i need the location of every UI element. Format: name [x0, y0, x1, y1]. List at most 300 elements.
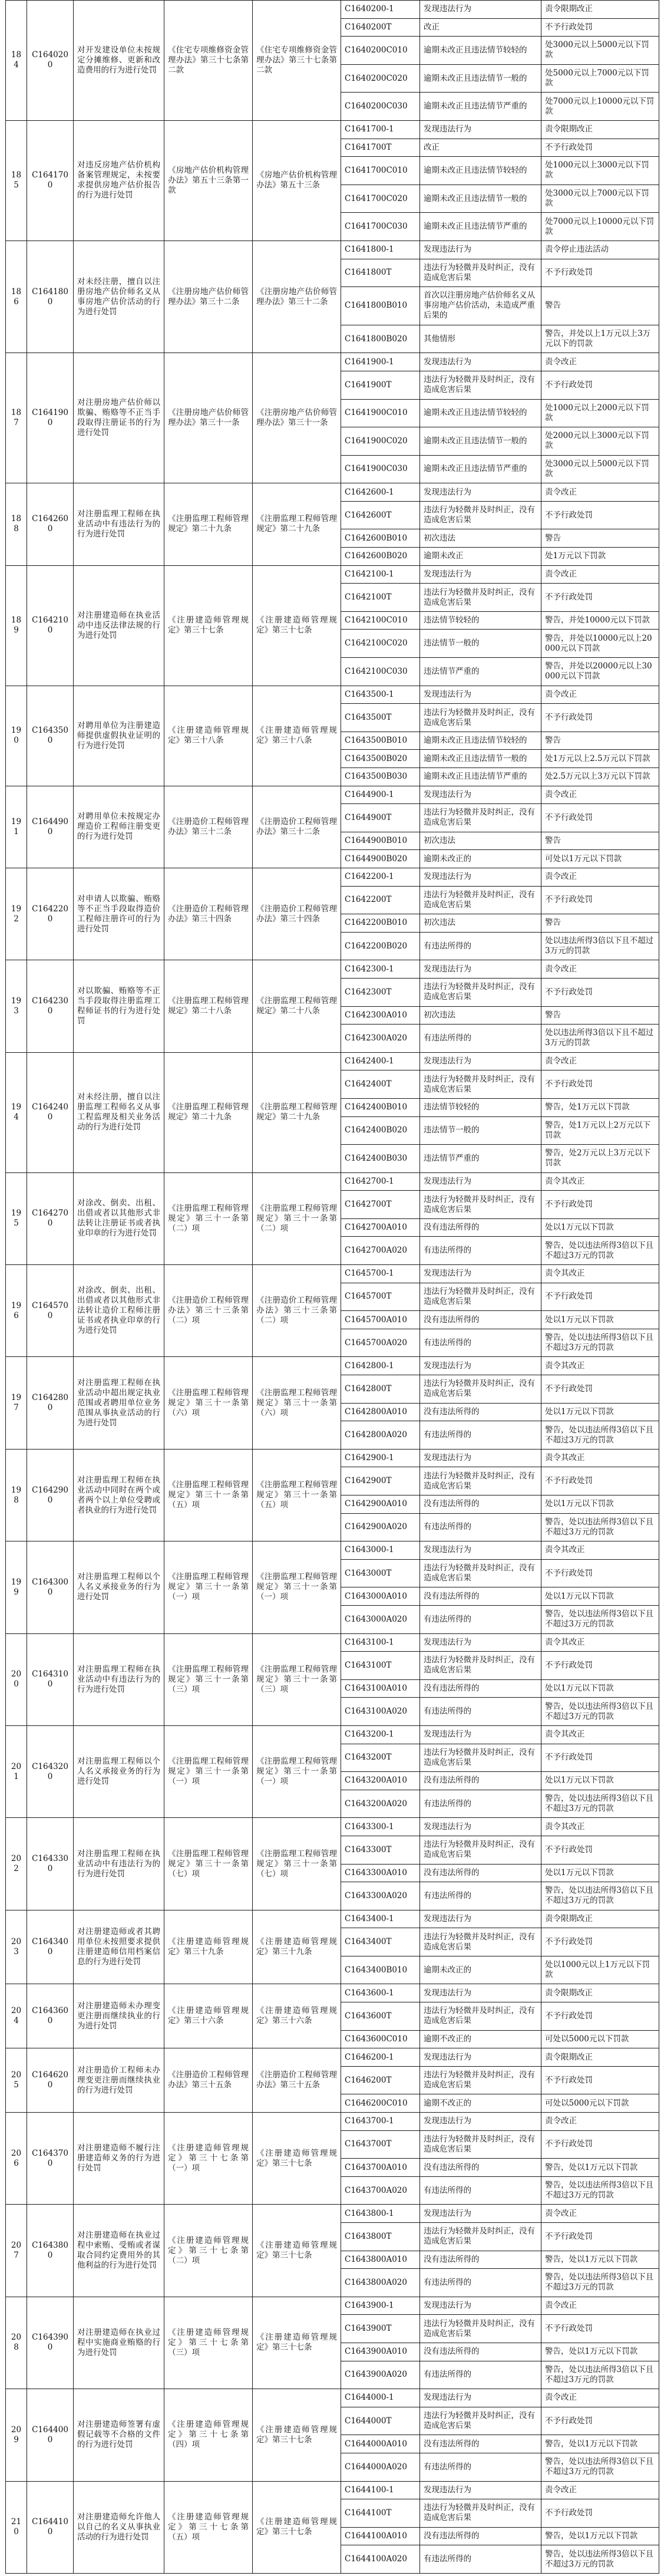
penalty-basis: 《注册监理工程师管理规定》第二十九条	[253, 483, 341, 565]
sub-code: C1641900C030	[341, 455, 420, 483]
penalty-standard: 不予行政处罚	[541, 139, 659, 157]
penalty-basis: 《注册建造师管理规定》第三十七条	[253, 2205, 341, 2297]
violation-circumstance: 违法行为轻微并及时纠正，没有造成危害后果	[420, 1191, 541, 1219]
sub-code: C1643100-1	[341, 1633, 420, 1652]
violation-circumstance: 其他情形	[420, 325, 541, 353]
violation-circumstance: 有违法所得的	[420, 1329, 541, 1357]
item-number: 200	[6, 1633, 27, 1725]
violation-circumstance: 违法行为轻微并及时纠正，没有造成危害后果	[420, 1467, 541, 1495]
penalty-standard: 责令改正	[541, 686, 659, 704]
item-name: 对注册监理工程师在执业活动中有违法行为的行为进行处罚	[74, 1633, 164, 1725]
penalty-standard: 责令其改正	[541, 1818, 659, 1836]
violation-circumstance: 没有违法所得的	[420, 1679, 541, 1698]
violation-circumstance: 发现违法行为	[420, 2205, 541, 2223]
sub-code: C1644100A020	[341, 2545, 420, 2574]
violation-circumstance: 没有违法所得的	[420, 1587, 541, 1606]
item-number: 186	[6, 241, 27, 353]
penalty-standard: 可处以5000元以下罚款	[541, 2030, 659, 2048]
document-page	[5, 0, 659, 2574]
sub-code: C1643500B020	[341, 750, 420, 768]
penalty-standard: 责令改正	[541, 960, 659, 979]
violation-circumstance: 没有违法所得的	[420, 1772, 541, 1790]
penalty-standard: 处1000元以上2000元以下罚款	[541, 399, 659, 427]
violation-circumstance: 逾期未改正且违法情节严重的	[420, 455, 541, 483]
violation-circumstance: 没有违法所得的	[420, 1864, 541, 1882]
sub-code: C1643000-1	[341, 1541, 420, 1560]
item-code: C1643800	[27, 2205, 74, 2297]
sub-code: C1640200C010	[341, 37, 420, 65]
sub-code: C1641800-1	[341, 241, 420, 259]
violation-circumstance: 违法行为轻微并及时纠正，没有造成危害后果	[420, 1836, 541, 1864]
item-name: 对聘用单位未按规定办理造价工程师注册变更的行为进行处罚	[74, 786, 164, 868]
violation-circumstance: 发现违法行为	[420, 1541, 541, 1560]
penalty-standard: 责令改正	[541, 2113, 659, 2131]
item-code: C1643100	[27, 1633, 74, 1725]
violation-circumstance: 有违法所得的	[420, 2176, 541, 2205]
table-row	[6, 2113, 659, 2131]
sub-code: C1645700A010	[341, 1311, 420, 1329]
violation-circumstance: 有违法所得的	[420, 1605, 541, 1633]
sub-code: C1642900-1	[341, 1449, 420, 1467]
sub-code: C1641700T	[341, 139, 420, 157]
penalty-standard: 责令改正	[541, 868, 659, 886]
penalty-standard: 不予行政处罚	[541, 1191, 659, 1219]
penalty-standard: 处1000元以上3000元以下罚款	[541, 157, 659, 185]
penalty-standard: 警告，处1万元以上2万元以下罚款	[541, 1116, 659, 1145]
violation-circumstance: 有违法所得的	[420, 2269, 541, 2297]
penalty-basis: 《注册监理工程师管理规定》第三十一条第（六）项	[253, 1357, 341, 1449]
violation-circumstance: 首次以注册房地产估价师名义从事房地产估价活动，未造成严重后果的	[420, 287, 541, 325]
table-row	[6, 960, 659, 979]
violation-circumstance: 发现违法行为	[420, 565, 541, 584]
penalty-standard: 可处以5000元以下罚款	[541, 2094, 659, 2113]
item-number: 189	[6, 565, 27, 686]
violation-circumstance: 没有违法所得的	[420, 1495, 541, 1514]
item-name: 对注册建造师或者其聘用单位未按照要求提供注册建造师信用档案信息的行为进行处罚	[74, 1910, 164, 1984]
penalty-standard: 警告，处以1万元以下罚款	[541, 2159, 659, 2177]
sub-code: C1643000A010	[341, 1587, 420, 1606]
item-code: C1642100	[27, 565, 74, 686]
penalty-standard: 处1万元以下罚款	[541, 548, 659, 566]
item-code: C1641700	[27, 120, 74, 241]
penalty-standard: 责令改正	[541, 2481, 659, 2499]
penalty-standard: 警告	[541, 1006, 659, 1025]
item-name: 对注册房地产估价师以欺骗、贿赂等不正当手段取得注册证书的行为进行处罚	[74, 353, 164, 483]
table-row	[6, 1725, 659, 1744]
violation-circumstance: 有违法所得的	[420, 2545, 541, 2574]
item-name: 对注册建造师在执业过程中实施商业贿赂的行为进行处罚	[74, 2297, 164, 2389]
legal-basis: 《注册造价工程师管理办法》第三十三条第（二）项	[164, 1265, 253, 1357]
penalty-basis: 《注册监理工程师管理规定》第二十九条	[253, 1052, 341, 1172]
violation-circumstance: 发现违法行为	[420, 2048, 541, 2067]
item-name: 对违反房地产估价机构备案管理规定，未按要求提供房地产估价报告的行为进行处罚	[74, 120, 164, 241]
sub-code: C1645700-1	[341, 1265, 420, 1283]
penalty-standard: 不予行政处罚	[541, 1652, 659, 1680]
item-name: 对注册监理工程师以个人名义承接业务的行为进行处罚	[74, 1725, 164, 1817]
sub-code: C1643900T	[341, 2315, 420, 2343]
sub-code: C1641900C010	[341, 399, 420, 427]
penalty-standard: 责令停止违法活动	[541, 241, 659, 259]
penalty-standard: 责令限期改正	[541, 2048, 659, 2067]
sub-code: C1642400B020	[341, 1116, 420, 1145]
penalty-standard: 责令限期改正	[541, 1984, 659, 2002]
penalty-basis: 《注册建造师管理规定》第三十八条	[253, 686, 341, 786]
item-code: C1643900	[27, 2297, 74, 2389]
item-name: 对注册监理工程师在执业活动中超出规定执业范围或者聘用单位业务范围从事执业活动的行为进行处罚	[74, 1357, 164, 1449]
sub-code: C1642600-1	[341, 483, 420, 502]
sub-code: C1641900T	[341, 371, 420, 399]
penalty-standard: 责令其改正	[541, 1541, 659, 1560]
penalty-standard: 责令其改正	[541, 1633, 659, 1652]
sub-code: C1643400T	[341, 1928, 420, 1956]
penalty-standard: 警告，并处以上1万元以上3万元以下的罚款	[541, 325, 659, 353]
sub-code: C1642300A020	[341, 1025, 420, 1053]
table-row	[6, 1357, 659, 1375]
violation-circumstance: 逾期未改正的	[420, 1956, 541, 1984]
sub-code: C1643700T	[341, 2130, 420, 2159]
penalty-standard: 警告，处以违法所得3倍以下且不超过3万元的罚款	[541, 1605, 659, 1633]
sub-code: C1643800A010	[341, 2251, 420, 2269]
penalty-standard: 处3000元以上5000元以下罚款	[541, 37, 659, 65]
sub-code: C1643000A020	[341, 1605, 420, 1633]
violation-circumstance: 违法行为轻微并及时纠正，没有造成危害后果	[420, 1744, 541, 1772]
item-name: 对注册建造师签署有虚假记载等不合格的文件的行为进行处罚	[74, 2389, 164, 2481]
penalty-basis: 《注册监理工程师管理规定》第二十八条	[253, 960, 341, 1052]
item-number: 188	[6, 483, 27, 565]
penalty-standard: 不予行政处罚	[541, 2315, 659, 2343]
sub-code: C1643500-1	[341, 686, 420, 704]
legal-basis: 《注册造价工程师管理办法》第三十二条	[164, 786, 253, 868]
penalty-standard: 责令其改正	[541, 1449, 659, 1467]
penalty-standard: 警告，处以违法所得3倍以下且不超过3万元的罚款	[541, 1421, 659, 1450]
sub-code: C1641800B010	[341, 287, 420, 325]
sub-code: C1642600B010	[341, 529, 420, 548]
violation-circumstance: 改正	[420, 139, 541, 157]
penalty-standard: 警告，处以违法所得3倍以下且不超过3万元的罚款	[541, 2545, 659, 2574]
penalty-basis: 《注册监理工程师管理规定》第三十一条第（一）项	[253, 1725, 341, 1817]
penalty-standard: 不予行政处罚	[541, 1744, 659, 1772]
violation-circumstance: 违法行为轻微并及时纠正，没有造成危害后果	[420, 371, 541, 399]
item-code: C1643000	[27, 1541, 74, 1633]
sub-code: C1643500B010	[341, 732, 420, 750]
sub-code: C1642700-1	[341, 1172, 420, 1191]
sub-code: C1643200A010	[341, 1772, 420, 1790]
penalty-standard: 警告，处1万元以下罚款	[541, 1098, 659, 1116]
penalty-basis: 《注册房地产估价师管理办法》第三十二条	[253, 241, 341, 353]
penalty-standard: 责令其改正	[541, 1265, 659, 1283]
violation-circumstance: 没有违法所得的	[420, 1403, 541, 1421]
item-number: 195	[6, 1172, 27, 1264]
sub-code: C1641800T	[341, 259, 420, 287]
sub-code: C1641700C030	[341, 213, 420, 241]
penalty-standard: 不予行政处罚	[541, 584, 659, 612]
sub-code: C1643500B030	[341, 768, 420, 786]
penalty-standard: 警告，处以违法所得3倍以下且不超过3万元的罚款	[541, 1790, 659, 1818]
sub-code: C1641700C010	[341, 157, 420, 185]
table-row	[6, 1541, 659, 1560]
item-number: 196	[6, 1265, 27, 1357]
violation-circumstance: 发现违法行为	[420, 1357, 541, 1375]
penalty-standard: 责令改正	[541, 565, 659, 584]
sub-code: C1643800A020	[341, 2269, 420, 2297]
sub-code: C1644000A010	[341, 2435, 420, 2453]
penalty-standard: 警告，处以1万元以下罚款	[541, 2435, 659, 2453]
penalty-standard: 处以1万元以下罚款	[541, 1403, 659, 1421]
violation-circumstance: 违法行为轻微并及时纠正，没有造成危害后果	[420, 1283, 541, 1311]
item-code: C1642700	[27, 1172, 74, 1264]
violation-circumstance: 逾期未改正且违法情节严重的	[420, 93, 541, 121]
violation-circumstance: 没有违法所得的	[420, 2527, 541, 2545]
legal-basis: 《注册监理工程师管理规定》第二十九条	[164, 483, 253, 565]
violation-circumstance: 初次违法	[420, 832, 541, 850]
violation-circumstance: 有违法所得的	[420, 1025, 541, 1053]
item-name: 对注册建造师不履行注册建造师义务的行为进行处罚	[74, 2113, 164, 2205]
violation-circumstance: 违法行为轻微并及时纠正，没有造成危害后果	[420, 501, 541, 529]
item-number: 190	[6, 686, 27, 786]
penalty-standard: 责令限期改正	[541, 1910, 659, 1928]
item-number: 208	[6, 2297, 27, 2389]
violation-circumstance: 发现违法行为	[420, 1910, 541, 1928]
violation-circumstance: 逾期未改正且违法情节严重的	[420, 768, 541, 786]
item-name: 对注册建造师未办理变更注册而继续执业的行为进行处罚	[74, 1984, 164, 2048]
table-row	[6, 868, 659, 886]
sub-code: C1644100T	[341, 2499, 420, 2528]
table-row	[6, 2297, 659, 2315]
legal-basis: 《注册房地产估价师管理办法》第三十二条	[164, 241, 253, 353]
penalty-basis: 《注册造价工程师管理办法》第三十二条	[253, 786, 341, 868]
violation-circumstance: 没有违法所得的	[420, 1311, 541, 1329]
legal-basis: 《注册造价工程师管理办法》第三十四条	[164, 868, 253, 960]
sub-code: C1644000T	[341, 2407, 420, 2435]
penalty-standard: 警告，处以违法所得3倍以下且不超过3万元的罚款	[541, 1513, 659, 1541]
penalty-standard: 警告，处以违法所得3倍以下且不超过3万元的罚款	[541, 1329, 659, 1357]
table-row	[6, 120, 659, 139]
penalty-standard: 警告，处以违法所得3倍以下且不超过3万元的罚款	[541, 2176, 659, 2205]
violation-circumstance: 没有违法所得的	[420, 2159, 541, 2177]
item-code: C1642900	[27, 1449, 74, 1541]
penalty-standard: 责令改正	[541, 2389, 659, 2407]
table-row	[6, 1633, 659, 1652]
violation-circumstance: 违法行为轻微并及时纠正，没有造成危害后果	[420, 2407, 541, 2435]
sub-code: C1641700-1	[341, 120, 420, 139]
violation-circumstance: 有违法所得的	[420, 1237, 541, 1265]
violation-circumstance: 逾期未改正且违法情节一般的	[420, 64, 541, 93]
item-number: 194	[6, 1052, 27, 1172]
sub-code: C1642100T	[341, 584, 420, 612]
item-name: 对未经注册，擅自以注册监理工程师名义从事工程监理及相关业务活动的行为进行处罚	[74, 1052, 164, 1172]
sub-code: C1641800B020	[341, 325, 420, 353]
violation-circumstance: 发现违法行为	[420, 868, 541, 886]
violation-circumstance: 发现违法行为	[420, 1633, 541, 1652]
item-number: 206	[6, 2113, 27, 2205]
penalty-basis: 《注册建造师管理规定》第三十七条	[253, 2389, 341, 2481]
sub-code: C1642700A010	[341, 1218, 420, 1237]
violation-circumstance: 发现违法行为	[420, 1052, 541, 1070]
penalty-standard: 处以1000元以上1万元以下罚款	[541, 1956, 659, 1984]
violation-circumstance: 有违法所得的	[420, 1513, 541, 1541]
legal-basis: 《注册建造师管理规定》第三十九条	[164, 1910, 253, 1984]
penalty-standard: 责令改正	[541, 353, 659, 371]
item-name: 对注册监理工程师在执业活动中同时在两个或者两个以上单位受聘或者执业的行为进行处罚	[74, 1449, 164, 1541]
penalty-standard: 处1万元以上2.5万元以下罚款	[541, 750, 659, 768]
sub-code: C1643900A010	[341, 2343, 420, 2361]
table-row	[6, 1910, 659, 1928]
violation-circumstance: 发现违法行为	[420, 353, 541, 371]
sub-code: C1643100A010	[341, 1679, 420, 1698]
penalty-basis: 《注册建造师管理规定》第三十七条	[253, 2297, 341, 2389]
penalty-standard: 不予行政处罚	[541, 1467, 659, 1495]
penalty-standard: 不予行政处罚	[541, 1836, 659, 1864]
sub-code: C1643300T	[341, 1836, 420, 1864]
table-row	[6, 1984, 659, 2002]
sub-code: C1642800T	[341, 1375, 420, 1404]
sub-code: C1641700C020	[341, 185, 420, 213]
legal-basis: 《注册监理工程师管理规定》第二十八条	[164, 960, 253, 1052]
penalty-standard: 警告	[541, 832, 659, 850]
penalty-standard: 不予行政处罚	[541, 18, 659, 37]
penalty-standard: 处3000元以上7000元以下罚款	[541, 185, 659, 213]
penalty-basis: 《注册造价工程师管理办法》第三十四条	[253, 868, 341, 960]
penalty-standard: 不予行政处罚	[541, 1559, 659, 1587]
sub-code: C1640200C030	[341, 93, 420, 121]
violation-circumstance: 逾期不改正的	[420, 2094, 541, 2113]
violation-circumstance: 逾期未改正且违法情节严重的	[420, 213, 541, 241]
legal-basis: 《注册监理工程师管理规定》第三十一条第（二）项	[164, 1172, 253, 1264]
penalty-standard: 可处以1万元以下罚款	[541, 850, 659, 868]
penalty-standard: 处以1万元以下罚款	[541, 1587, 659, 1606]
sub-code: C1642200-1	[341, 868, 420, 886]
legal-basis: 《注册建造师管理规定》第三十七条第（四）项	[164, 2389, 253, 2481]
sub-code: C1642100C030	[341, 658, 420, 686]
legal-basis: 《注册监理工程师管理规定》第三十一条第（七）项	[164, 1818, 253, 1910]
violation-circumstance: 没有违法所得的	[420, 2343, 541, 2361]
sub-code: C1642400-1	[341, 1052, 420, 1070]
penalty-basis: 《注册造价工程师管理办法》第三十五条	[253, 2048, 341, 2113]
item-code: C1643600	[27, 1984, 74, 2048]
sub-code: C1642100C020	[341, 630, 420, 658]
penalty-standard: 处7000元以上10000元以下罚款	[541, 213, 659, 241]
sub-code: C1645700T	[341, 1283, 420, 1311]
violation-circumstance: 发现违法行为	[420, 2113, 541, 2131]
sub-code: C1643800T	[341, 2223, 420, 2251]
item-number: 201	[6, 1725, 27, 1817]
penalty-basis: 《注册监理工程师管理规定》第三十一条第（二）项	[253, 1172, 341, 1264]
legal-basis: 《注册建造师管理规定》第三十七条第（二）项	[164, 2205, 253, 2297]
sub-code: C1642700A020	[341, 1237, 420, 1265]
violation-circumstance: 发现违法行为	[420, 2389, 541, 2407]
table-row	[6, 1265, 659, 1283]
penalty-standard: 责令限期改正	[541, 1, 659, 19]
violation-circumstance: 发现违法行为	[420, 483, 541, 502]
sub-code: C1643300A020	[341, 1882, 420, 1910]
penalty-standard: 不予行政处罚	[541, 259, 659, 287]
sub-code: C1643000T	[341, 1559, 420, 1587]
violation-circumstance: 违法行为轻微并及时纠正，没有造成危害后果	[420, 259, 541, 287]
legal-basis: 《注册建造师管理规定》第三十八条	[164, 686, 253, 786]
sub-code: C1642900A010	[341, 1495, 420, 1514]
item-number: 199	[6, 1541, 27, 1633]
violation-circumstance: 初次违法	[420, 1006, 541, 1025]
penalty-standard: 不予行政处罚	[541, 2407, 659, 2435]
violation-circumstance: 没有违法所得的	[420, 2435, 541, 2453]
item-number: 204	[6, 1984, 27, 2048]
penalty-basis: 《注册监理工程师管理规定》第三十一条第（五）项	[253, 1449, 341, 1541]
violation-circumstance: 初次违法	[420, 914, 541, 933]
violation-circumstance: 有违法所得的	[420, 1790, 541, 1818]
penalty-standard: 警告	[541, 732, 659, 750]
penalty-standard: 不予行政处罚	[541, 886, 659, 914]
table-row	[6, 241, 659, 259]
item-code: C1643200	[27, 1725, 74, 1817]
table-row	[6, 686, 659, 704]
legal-basis: 《注册建造师管理规定》第三十七条第（三）项	[164, 2297, 253, 2389]
sub-code: C1644000-1	[341, 2389, 420, 2407]
penalty-standard: 责令改正	[541, 1052, 659, 1070]
violation-circumstance: 改正	[420, 18, 541, 37]
violation-circumstance: 逾期未改正且违法情节较轻的	[420, 37, 541, 65]
table-row	[6, 1, 659, 19]
penalty-standard: 警告，处以违法所得3倍以下且不超过3万元的罚款	[541, 2453, 659, 2481]
sub-code: C1640200T	[341, 18, 420, 37]
penalty-standard: 责令限期改正	[541, 120, 659, 139]
sub-code: C1643900-1	[341, 2297, 420, 2315]
penalty-standard: 警告，并处以10000元以上20000元以下罚款	[541, 630, 659, 658]
penalty-standard: 不予行政处罚	[541, 2223, 659, 2251]
penalty-standard: 警告	[541, 914, 659, 933]
sub-code: C1642700T	[341, 1191, 420, 1219]
item-code: C1642200	[27, 868, 74, 960]
sub-code: C1643600C010	[341, 2030, 420, 2048]
sub-code: C1640200C020	[341, 64, 420, 93]
violation-circumstance: 发现违法行为	[420, 241, 541, 259]
violation-circumstance: 发现违法行为	[420, 1984, 541, 2002]
violation-circumstance: 违法行为轻微并及时纠正，没有造成危害后果	[420, 704, 541, 732]
legal-basis: 《房地产估价机构管理办法》第五十三条第一款	[164, 120, 253, 241]
violation-circumstance: 发现违法行为	[420, 960, 541, 979]
penalty-standard: 处以1万元以下罚款	[541, 1679, 659, 1698]
penalty-standard: 责令改正	[541, 483, 659, 502]
legal-basis: 《注册监理工程师管理规定》第三十一条第（六）项	[164, 1357, 253, 1449]
penalty-standard: 不予行政处罚	[541, 2130, 659, 2159]
sub-code: C1641900C020	[341, 427, 420, 456]
violation-circumstance: 发现违法行为	[420, 686, 541, 704]
item-code: C1643400	[27, 1910, 74, 1984]
violation-circumstance: 违法行为轻微并及时纠正，没有造成危害后果	[420, 2499, 541, 2528]
violation-circumstance: 违法行为轻微并及时纠正，没有造成危害后果	[420, 804, 541, 832]
penalty-standard: 不予行政处罚	[541, 1070, 659, 1099]
violation-circumstance: 违法行为轻微并及时纠正，没有造成危害后果	[420, 886, 541, 914]
violation-circumstance: 违法情节较轻的	[420, 611, 541, 630]
sub-code: C1644900B010	[341, 832, 420, 850]
sub-code: C1642900T	[341, 1467, 420, 1495]
sub-code: C1646200-1	[341, 2048, 420, 2067]
penalty-standard: 不予行政处罚	[541, 1283, 659, 1311]
sub-code: C1642300A010	[341, 1006, 420, 1025]
table-row	[6, 1818, 659, 1836]
sub-code: C1642800-1	[341, 1357, 420, 1375]
violation-circumstance: 违法情节一般的	[420, 630, 541, 658]
penalty-standard: 处5000元以上7000元以下罚款	[541, 64, 659, 93]
item-code: C1641900	[27, 353, 74, 483]
sub-code: C1642900A020	[341, 1513, 420, 1541]
item-number: 187	[6, 353, 27, 483]
item-number: 191	[6, 786, 27, 868]
item-number: 202	[6, 1818, 27, 1910]
sub-code: C1643400-1	[341, 1910, 420, 1928]
item-code: C1644900	[27, 786, 74, 868]
legal-basis: 《注册建造师管理规定》第三十七条	[164, 565, 253, 686]
violation-circumstance: 有违法所得的	[420, 932, 541, 960]
